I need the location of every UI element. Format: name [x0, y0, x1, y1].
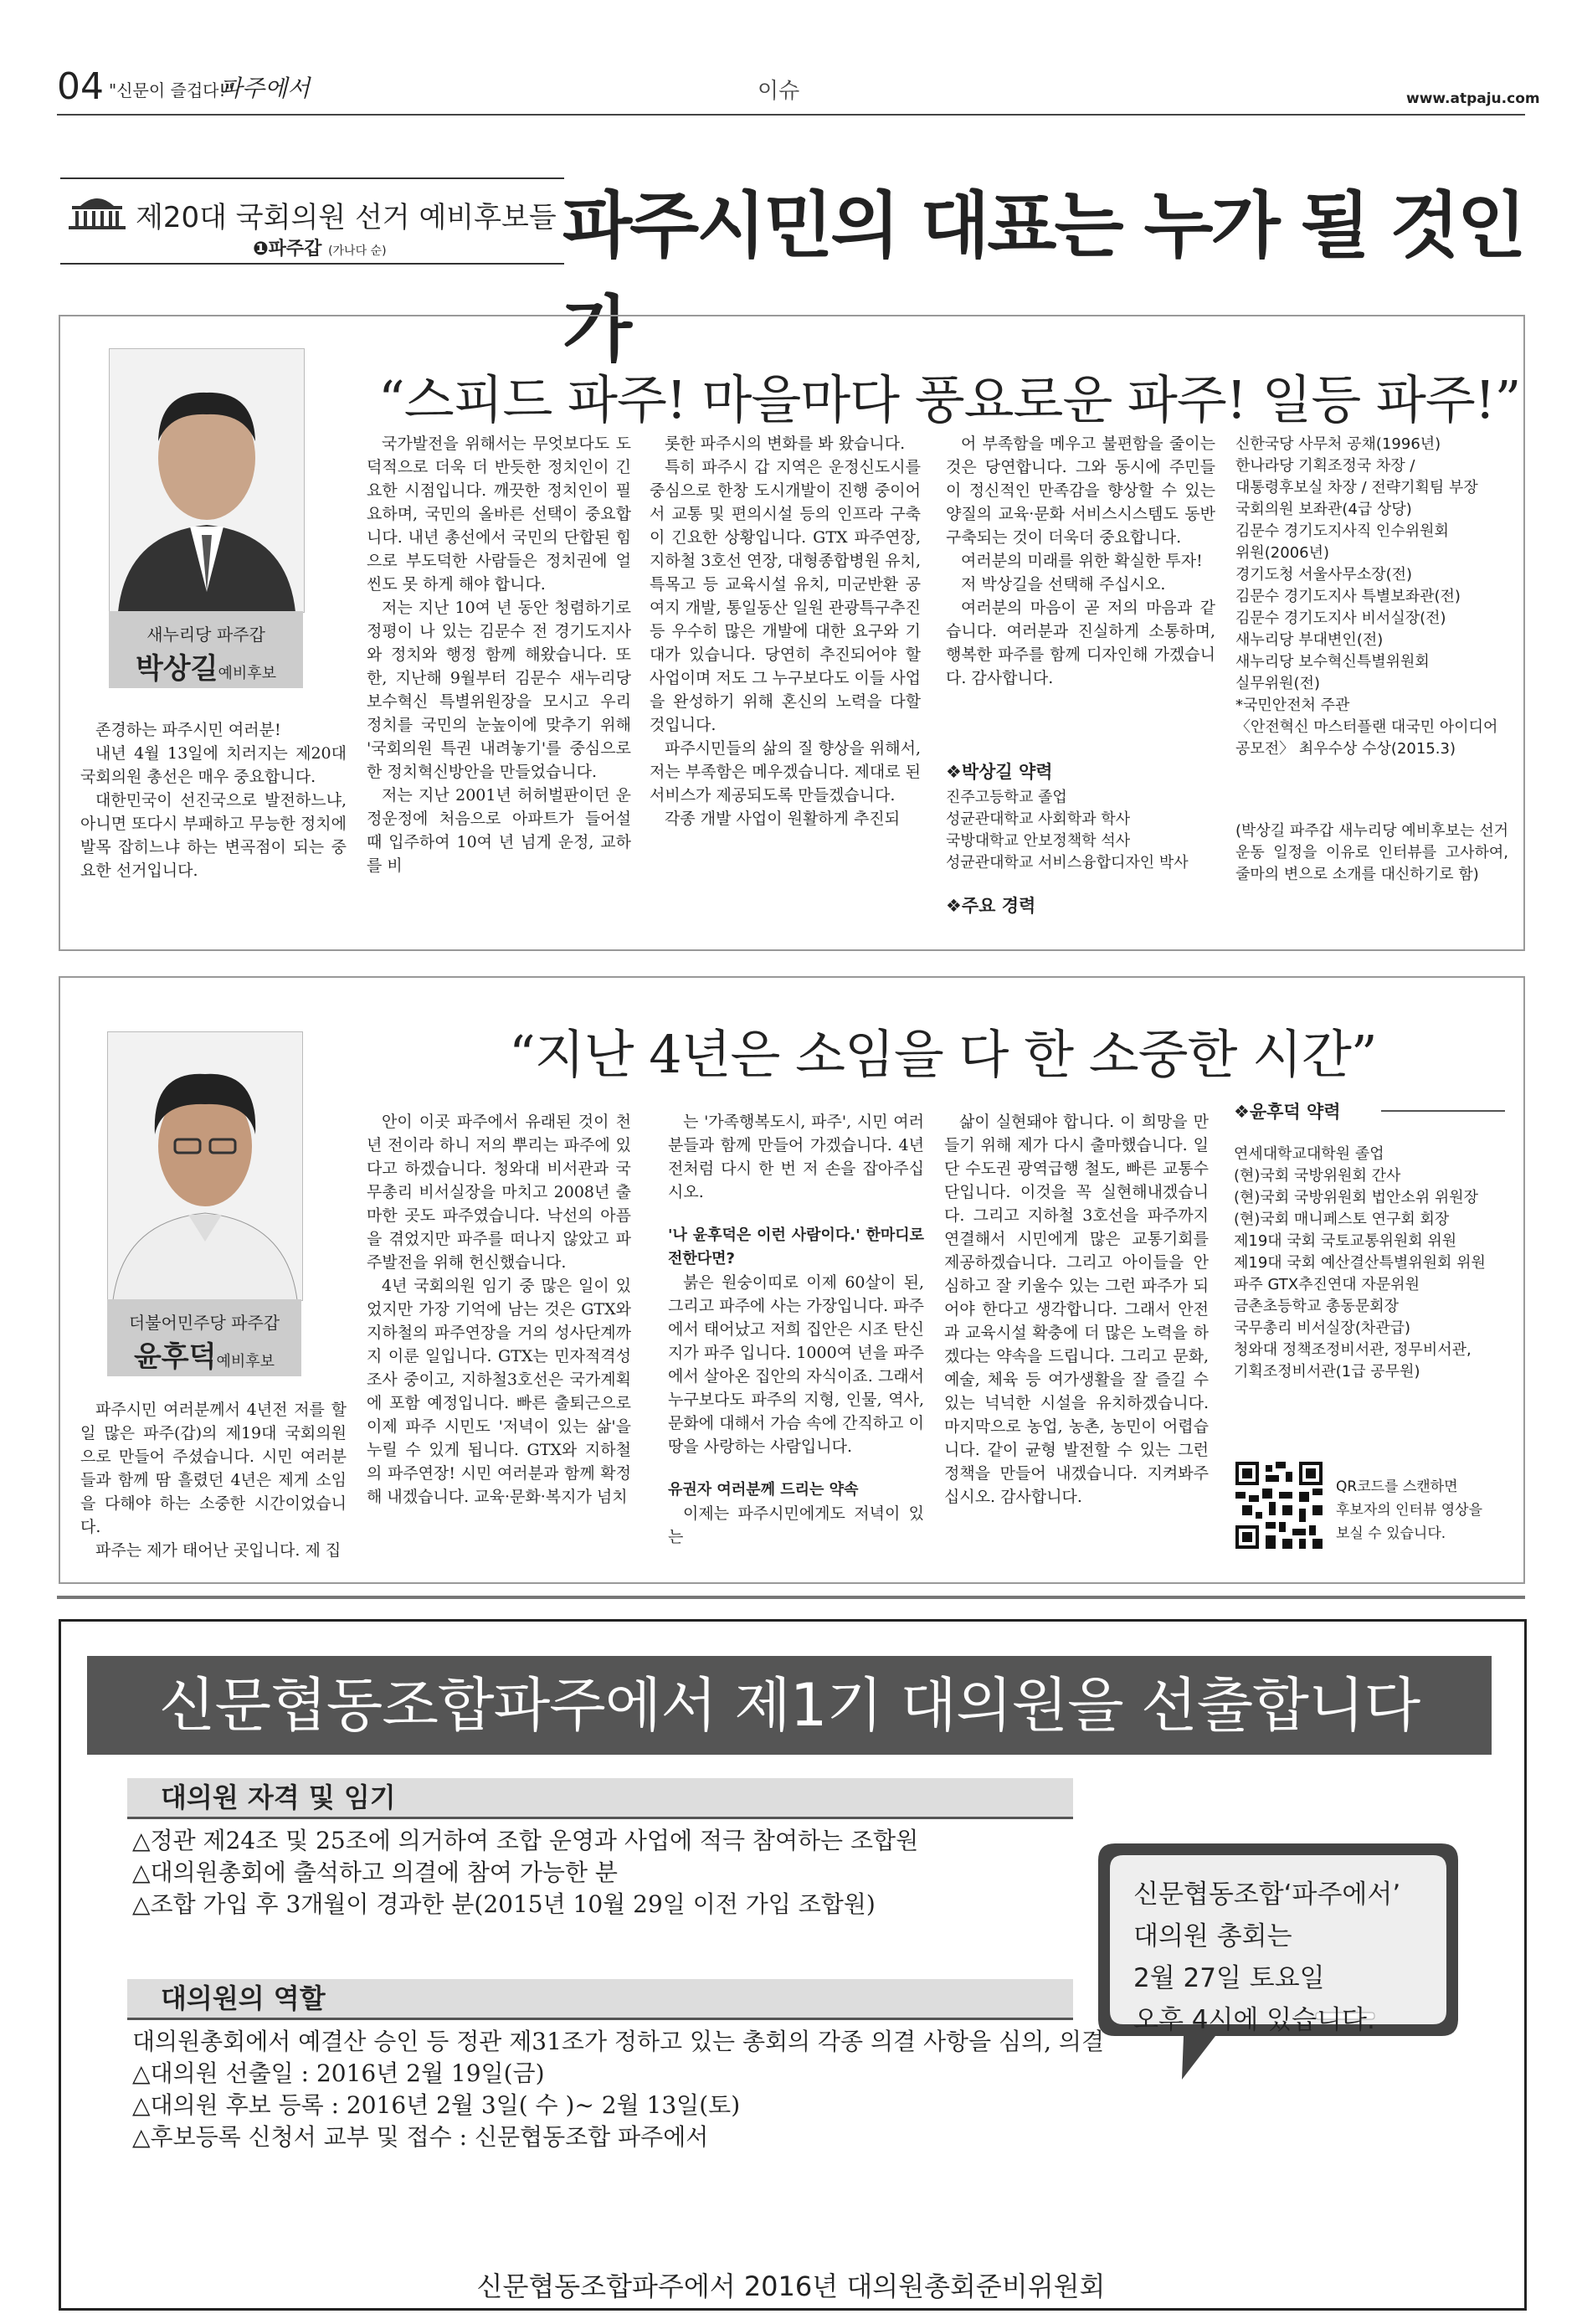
candidate-2-role: 예비후보 [216, 1353, 275, 1370]
career-item: 제19대 국회 예산결산특별위원회 위원 [1234, 1254, 1486, 1272]
candidate-1-party: 새누리당 파주갑 [146, 625, 265, 645]
career-item: 국무총리 비서실장(차관급) [1234, 1319, 1411, 1337]
paragraph: 파주는 제가 태어난 곳입니다. 제 집 [95, 1541, 342, 1560]
kicker-title: 제20대 국회의원 선거 예비후보들 [136, 201, 557, 234]
section-divider [57, 1596, 1525, 1599]
career-item: 실무위원(전) [1235, 675, 1320, 692]
career-item: 한나라당 기획조정국 차장 / [1235, 457, 1415, 475]
candidate-2-photo [107, 1031, 303, 1301]
candidate-1-caption [109, 611, 303, 688]
candidate-1-col3 [650, 432, 921, 830]
paragraph: 내년 4월 13일에 치러지는 제20대 국회의원 총선은 매우 중요합니다. [80, 744, 347, 786]
page-number: 04 [57, 65, 104, 108]
qualification-heading: 대의원 자격 및 임기 [127, 1778, 1073, 1819]
portrait-icon [108, 1032, 302, 1300]
candidate-2-caption [107, 1299, 301, 1376]
candidate-2-party: 더불어민주당 파주갑 [128, 1313, 280, 1333]
candidate-2-career [1234, 1144, 1510, 1383]
career-item: 금촌초등학교 총동문회장 [1234, 1298, 1399, 1315]
career-item: 김문수 경기도지사 비서실장(전) [1235, 609, 1446, 627]
candidate-1-name-text: 박상길 [135, 652, 218, 686]
portrait-icon [110, 349, 304, 612]
career-item: 파주 GTX추진연대 자문위원 [1234, 1276, 1420, 1293]
career-item: (현)국회 국방위원회 법안소위 위원장 [1234, 1189, 1479, 1206]
education-item: 국방대학교 안보정책학 석사 [946, 832, 1131, 850]
paragraph: 각종 개발 사업이 원활하게 추진되 [665, 810, 901, 828]
role-list [132, 2026, 1104, 2153]
career-item: (현)국회 국방위원회 간사 [1234, 1167, 1401, 1185]
paragraph: 는 '가족행복도시, 파주', 시민 여러분들과 함께 만들어 가겠습니다. 4년 전처럼 다시 한 번 저 손을 잡아주십시오. [668, 1113, 924, 1201]
paragraph: 국가발전을 위해서는 무엇보다도 도덕적으로 더욱 더 반듯한 정치인이 긴요한 시점입니다. 깨끗한 정치인이 필요하며, 국민의 올바른 선택이 중요합니다. 내년 총선에서 국민의 단합된 힘으로 부도덕한 사람들은 정치권에 얼씬도 못 하게 해야 합니다. [367, 434, 631, 594]
candidate-1-quote: “스피드 파주! 마을마다 풍요로운 파주! 일등 파주!” [378, 369, 1521, 430]
role-heading: 대의원의 역할 [127, 1979, 1073, 2020]
paragraph: 저는 지난 10여 년 동안 청렴하기로 정평이 나 있는 김문수 전 경기도지사와 정치와 행정 함께 해왔습니다. 또한, 지난해 9월부터 김문수 새누리당 보수혁신 특별위원장을 모시고 우리 정치를 국민의 눈높이에 맞추기 위해 '국회의원 특권 내려놓기'를 중심으로 한 정치혁신방안을 만들었습니다. [367, 599, 631, 781]
candidate-1-education [946, 787, 1215, 874]
profile-rule [1381, 1110, 1505, 1112]
header-brand-logo: 파주에서 [219, 75, 311, 102]
kicker-top-rule [60, 177, 564, 179]
career-item: 공모전〉 최우수상 수상(2015.3) [1235, 740, 1456, 758]
career-item: 제19대 국회 국토교통위원회 위원 [1234, 1232, 1457, 1250]
bubble-line: 오후 4시에 있습니다. [1133, 2005, 1375, 2035]
candidate-2-profile-title: ❖윤후덕 약력 [1234, 1102, 1341, 1122]
paragraph: 여러분의 마음이 곧 저의 마음과 같습니다. 여러분과 진실하게 소통하며, 행복한 파주를 함께 디자인해 가겠습니다. 감사합니다. [946, 599, 1215, 687]
list-item: △대의원 선출일 : 2016년 2월 19일(금) [132, 2059, 545, 2087]
interview-question: '나 윤후덕은 이런 사람이다.' 한마디로 전한다면? [668, 1226, 924, 1267]
candidate-1-career-title: ❖주요 경력 [946, 896, 1036, 916]
qr-note-line: 후보자의 인터뷰 영상을 [1336, 1502, 1483, 1519]
career-item: 청와대 정책조정비서관, 정무비서관, [1234, 1341, 1472, 1359]
paragraph: 파주시민들의 삶의 질 향상을 위해서, 저는 부족함은 메우겠습니다. 제대로 된 서비스가 제공되도록 만들겠습니다. [650, 739, 921, 805]
paragraph: 이제는 파주시민에게도 저녁이 있는 [668, 1504, 924, 1546]
paragraph: 4년 국회의원 임기 중 많은 일이 있었지만 가장 기억에 남는 것은 GTX와 지하철의 파주연장을 거의 성사단계까지 이룬 일입니다. GTX는 민자적격성 조사 중이고, 지하철3호선은 국가계획에 포함 예정입니다. 빠른 출퇴근으로 이제 파주 시민도 '저녁이 있는 삶'을 누릴 수 있게 됩니다. GTX와 지하철의 파주연장! 시민 여러분과 함께 확정해 내겠습니다. 교육·문화·복지가 넘치 [367, 1277, 631, 1506]
kicker-district [253, 234, 387, 260]
paragraph: 붉은 원숭이띠로 이제 60살이 된, 그리고 파주에 사는 가장입니다. 파주에서 태어났고 저희 집안은 시조 탄신지가 파주 입니다. 1000여 년을 파주에서 살아온 집안의 자식이죠. 그래서 누구보다도 파주의 지형, 인물, 역사, 문화에 대해서 가슴 속에 간직하고 이땅을 사랑하는 사람입니다. [668, 1273, 924, 1456]
candidate-2-col3 [668, 1110, 924, 1549]
list-item: △후보등록 신청서 교부 및 접수 : 신문협동조합 파주에서 [132, 2123, 709, 2151]
candidate-2-quote: “지난 4년은 소임을 다 한 소중한 시간” [509, 1024, 1377, 1085]
paragraph: 저 박상길을 선택해 주십시오. [961, 575, 1166, 594]
education-item: 성균관대학교 서비스융합디자인 박사 [946, 854, 1189, 872]
career-item: 기획조정비서관(1급 공무원) [1234, 1363, 1420, 1381]
candidate-2-col2 [367, 1110, 631, 1509]
bubble-text [1133, 1874, 1400, 2041]
qualification-list [132, 1825, 918, 1920]
candidate-1-col2 [367, 432, 631, 877]
career-item: 김문수 경기도지사 특별보좌관(전) [1235, 588, 1461, 605]
list-item: △조합 가입 후 3개월이 경과한 분(2015년 10월 29일 이전 가입 조합원) [132, 1890, 876, 1918]
paragraph: 안이 이곳 파주에서 유래된 것이 천 년 전이라 하니 저의 뿌리는 파주에 있다고 하겠습니다. 청와대 비서관과 국무총리 비서실장을 마치고 2008년 출마한 곳도 파주였습니다. 낙선의 아픔을 겪었지만 파주를 떠나지 않았고 파주발전을 위해 헌신했습니다. [367, 1113, 631, 1272]
career-item: 국회의원 보좌관(4급 상당) [1235, 501, 1412, 518]
section-label: 이슈 [758, 79, 800, 104]
series-kicker [60, 177, 564, 265]
career-item: *국민안전처 주관 [1235, 697, 1350, 714]
career-item: 새누리당 보수혁신특별위원회 [1235, 653, 1430, 671]
career-item: 새누리당 부대변인(전) [1235, 631, 1384, 649]
paragraph: 삶이 실현돼야 합니다. 이 희망을 만들기 위해 제가 다시 출마했습니다. 일단 수도권 광역급행 철도, 빠른 교통수단입니다. 이것을 꼭 실현해내겠습니다. 그리고 지하철 3호선을 파주까지 연결해서 시민에게 많은 교통기회를 제공하겠습니다. 그리고 아이들을 안심하고 잘 키울수 있는 그런 파주가 되어야 한다고 생각합니다. 그래서 안전과 교육시설 확충에 더 많은 노력을 하겠다는 약속을 드립니다. 그리고 문화, 예술, 체육 등 여가생활을 잘 즐길 수 있는 넉넉한 시설을 유치하겠습니다. 마지막으로 농업, 농촌, 농민이 어렵습니다. 같이 균형 발전할 수 있는 그런 정책을 만들어 내겠습니다. 지켜봐주십시오. 감사합니다. [944, 1113, 1209, 1506]
candidate-1-name [109, 645, 303, 686]
paragraph: 특히 파주시 갑 지역은 운정신도시를 중심으로 한창 도시개발이 진행 중이어서 교통 및 편의시설 등의 인프라 구축이 긴요한 상황입니다. GTX 파주연장, 지하철 3호선 연장, 대형종합병원 유치, 특목고 등 교육시설 유치, 미군반환 공여지 개발, 통일동산 일원 관광특구추진 등 우수히 많은 개발에 대한 요구와 기대가 있습니다. 당연히 추진되어야 할 사업이며 저도 그 누구보다도 이들 사업을 완성하기 위해 혼신의 노력을 다할 것입니다. [650, 458, 921, 734]
notice-banner: 신문협동조합파주에서 제1기 대의원을 선출합니다 [87, 1656, 1492, 1755]
paragraph: 저는 지난 2001년 허허벌판이던 운정운정에 처음으로 아파트가 들어설 때 입주하여 10여 년 넘게 운정, 교하를 비 [367, 786, 631, 875]
career-item: 위원(2006년) [1235, 544, 1330, 562]
paragraph: 여러분의 미래를 위한 확실한 투자! [961, 552, 1203, 570]
candidate-2-name [107, 1334, 301, 1375]
candidate-1-col4 [946, 432, 1215, 690]
paragraph: 대한민국이 선진국으로 발전하느냐, 아니면 또다시 부패하고 무능한 정치에 발목 잡히느냐 하는 변곡점이 되는 중요한 선거입니다. [80, 791, 347, 880]
list-item: △정관 제24조 및 25조에 의거하여 조합 운영과 사업에 적극 참여하는 조합원 [132, 1827, 919, 1854]
paragraph: 파주시민 여러분께서 4년전 저를 할 일 많은 파주(갑)의 제19대 국회의원으로 만들어 주셨습니다. 시민 여러분들과 함께 땀 흘렸던 4년은 제게 소임을 다해야 하는 소중한 시간이었습니다. [80, 1401, 347, 1536]
candidate-2-col4 [944, 1110, 1209, 1509]
header-divider [57, 114, 1525, 116]
paragraph: 어 부족함을 메우고 불편함을 줄이는 것은 당연합니다. 그와 동시에 주민들이 정신적인 만족감을 향상할 수 있는 양질의 교육·문화 서비스시스템도 동반 구축되는 것이 더욱더 중요합니다. [946, 434, 1215, 547]
candidate-1-role: 예비후보 [218, 665, 277, 682]
career-item: 연세대학교대학원 졸업 [1234, 1145, 1384, 1163]
candidate-1-note: (박상길 파주갑 새누리당 예비후보는 선거운동 일정을 이유로 인터뷰를 고사하여, 줄마의 변으로 소개를 대신하기로 함) [1235, 822, 1508, 883]
list-item: △대의원 후보 등록 : 2016년 2월 3일( 수 )~ 2월 13일(토) [132, 2091, 741, 2119]
notice-footer: 신문협동조합파주에서 2016년 대의원총회준비위원회 [476, 2270, 1106, 2302]
career-item: 경기도청 서울사무소장(전) [1235, 566, 1413, 584]
bubble-line: 신문협동조합‘파주에서’ [1133, 1879, 1401, 1910]
candidate-2-name-text: 윤후덕 [133, 1340, 217, 1374]
candidate-1-photo [109, 348, 305, 613]
paragraph: 롯한 파주시의 변화를 봐 왔습니다. [665, 434, 906, 453]
order-note: (가나다 순) [328, 244, 387, 258]
kicker-bottom-rule [60, 263, 564, 265]
candidate-1-career [1235, 434, 1508, 760]
header-slogan: "신문이 즐겁다!" [109, 80, 234, 100]
career-item: 김문수 경기도지사직 인수위원회 [1235, 522, 1449, 540]
candidate-1-profile-title: ❖박상길 약력 [946, 762, 1053, 782]
list-item: 대의원총회에서 예결산 승인 등 정관 제31조가 정하고 있는 총회의 각종 의결 사항을 심의, 의결 [132, 2028, 1105, 2055]
speech-bubble-board [1090, 1835, 1466, 2086]
career-item: 신한국당 사무처 공채(1996년) [1235, 435, 1441, 453]
paragraph: 존경하는 파주시민 여러분! [95, 721, 281, 739]
candidate-1-col1 [80, 718, 347, 882]
career-item: 〈안전혁신 마스터플랜 대국민 아이디어 [1235, 718, 1498, 736]
list-item: △대의원총회에 출석하고 의결에 참여 가능한 분 [132, 1859, 618, 1886]
qr-note-line: QR코드를 스캔하면 [1336, 1478, 1458, 1495]
career-item: (현)국회 매니페스토 연구회 회장 [1234, 1211, 1450, 1228]
qr-code-icon[interactable] [1235, 1462, 1323, 1549]
career-item: 대통령후보실 차장 / 전략기획팀 부장 [1235, 479, 1478, 496]
bubble-line: 2월 27일 토요일 [1133, 1963, 1325, 1993]
candidate-2-col1 [80, 1398, 347, 1562]
education-item: 진주고등학교 졸업 [946, 789, 1067, 806]
education-item: 성균관대학교 사회학과 학사 [946, 810, 1131, 828]
bubble-line: 대의원 총회는 [1133, 1921, 1292, 1951]
assembly-building-icon [65, 189, 129, 231]
page-headline: 파주시민의 대표는 누가 될 것인가 [562, 184, 1524, 372]
interview-question-2: 유권자 여러분께 드리는 약속 [668, 1481, 859, 1499]
header-url[interactable]: www.atpaju.com [1406, 90, 1540, 107]
qr-note-line: 보실 수 있습니다. [1336, 1525, 1446, 1542]
qr-code-graphic [1235, 1462, 1323, 1549]
district-label: ❶파주갑 [253, 239, 322, 260]
qr-note [1336, 1475, 1482, 1545]
